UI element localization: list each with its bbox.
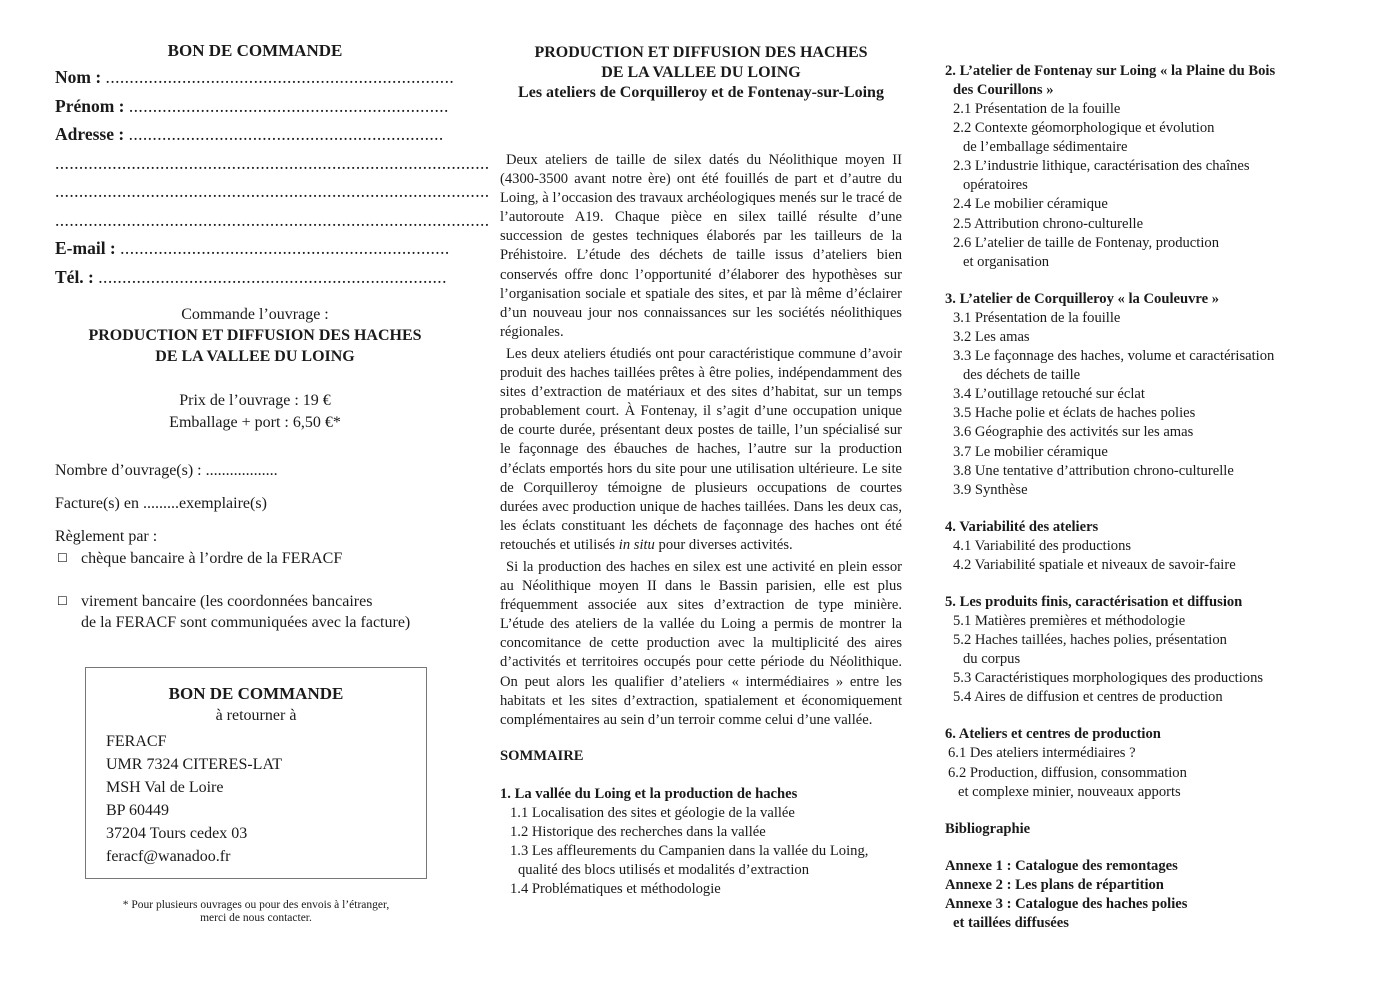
- toc-item: 4.1 Variabilité des productions: [953, 537, 1132, 554]
- main-title: PRODUCTION ET DIFFUSION DES HACHES DE LA VALLEE DU LOING Les ateliers de Corquilleroy et de Fontenay-sur-Loing: [518, 44, 884, 101]
- second-paragraph: Les deux ateliers étudiés ont pour caractéristique commune d’avoir produit des haches taillées prêtes à être polies, indépendamment des sites d’extraction de matériaux et des sites d’habitat, sur un temps probablement court. À Fontenay, il s’agit d’une occupation unique de courte durée, présentant deux postes de taille, l’un spécialisé sur le façonnage des ébauches de haches, l’autre sur la production d’éclats emportés hors du site pour une utilisation ultérieure. Le site de Corquilleroy témoigne de plusieurs occupations de courtes durées avec production unique de haches taillées. Dans les deux cas, les éclats constituant les déchets de façonnage des haches ont été retouchés et utilisés in situ pour diverses activités.: [500, 345, 902, 553]
- address-line[interactable]: ...........................................................................................: [55, 181, 490, 201]
- chapter-2-title: 2. L’atelier de Fontenay sur Loing « la Plaine du Bois des Courillons »: [945, 63, 1276, 98]
- invoice-copies-field[interactable]: Facture(s) en .........exemplaire(s): [55, 495, 267, 512]
- chapter-1-items: [500, 804, 902, 899]
- chapter-6-title: 6. Ateliers et centres de production: [945, 726, 1161, 743]
- toc-item: 1.4 Problématiques et méthodologie: [510, 881, 721, 898]
- chapter-6-items: [945, 744, 1345, 801]
- order-form-title: BON DE COMMANDE: [167, 41, 343, 60]
- book-title-line-1: PRODUCTION ET DIFFUSION DES HACHES: [88, 327, 422, 344]
- book-title-line-2: DE LA VALLEE DU LOING: [155, 348, 355, 365]
- footnote: * Pour plusieurs ouvrages ou pour des envois à l’étranger, merci de nous contacter.: [122, 899, 390, 924]
- order-form-column: [55, 0, 490, 633]
- toc-item: 5.4 Aires de diffusion et centres de production: [953, 689, 1223, 706]
- toc-item: 5.2 Haches taillées, haches polies, présentation du corpus: [953, 632, 1227, 668]
- chapter-5-items: [945, 612, 1345, 707]
- name-field[interactable]: Nom : .........................................................................: [55, 67, 455, 87]
- toc-item: 2.2 Contexte géomorphologique et évolution de l’emballage sédimentaire: [953, 120, 1215, 156]
- shipping-cost: Emballage + port : 6,50 €*: [169, 414, 341, 431]
- chapter-3-items: [945, 309, 1345, 500]
- return-box-subtitle: à retourner à: [215, 707, 297, 724]
- phone-field[interactable]: Tél. : .........................................................................: [55, 266, 447, 287]
- chapter-4-title: 4. Variabilité des ateliers: [945, 518, 1099, 535]
- payment-option-cheque[interactable]: ☐ chèque bancaire à l’ordre de la FERACF: [57, 550, 343, 567]
- first-name-field[interactable]: Prénom : ...................................................................: [55, 95, 449, 116]
- return-address: [106, 730, 426, 868]
- toc-item: 3.6 Géographie des activités sur les amas: [953, 424, 1194, 441]
- chapter-2-items: [945, 100, 1345, 272]
- toc-item: 1.2 Historique des recherches dans la vallée: [510, 823, 766, 840]
- toc-item: 6.1 Des ateliers intermédiaires ?: [948, 745, 1136, 762]
- toc-item: 2.6 L’atelier de taille de Fontenay, production et organisation: [953, 234, 1219, 270]
- address-line: FERACF: [106, 733, 167, 750]
- order-intro: Commande l’ouvrage :: [181, 306, 329, 323]
- toc-item: 3.2 Les amas: [953, 328, 1030, 345]
- table-of-contents-column: [945, 0, 1345, 933]
- chapter-5-title: 5. Les produits finis, caractérisation et diffusion: [945, 593, 1243, 610]
- payment-option-transfer[interactable]: ☐ virement bancaire (les coordonnées bancaires de la FERACF sont communiquées avec la facture): [57, 593, 411, 631]
- quantity-field[interactable]: Nombre d’ouvrage(s) : ..................: [55, 462, 278, 479]
- toc-item: 2.5 Attribution chrono-culturelle: [953, 215, 1144, 232]
- toc-item: 4.2 Variabilité spatiale et niveaux de savoir-faire: [953, 556, 1236, 573]
- address-line: BP 60449: [106, 802, 169, 819]
- toc-item: 3.9 Synthèse: [953, 481, 1028, 498]
- address-line: MSH Val de Loire: [106, 779, 224, 796]
- email-field[interactable]: E-mail : .....................................................................: [55, 238, 450, 258]
- chapter-1-title: 1. La vallée du Loing et la production de haches: [500, 785, 798, 802]
- toc-item: 3.1 Présentation de la fouille: [953, 309, 1121, 326]
- bibliography-heading: Bibliographie: [945, 820, 1031, 837]
- annex-3-continued: et taillées diffusées: [953, 914, 1069, 931]
- toc-item: 3.3 Le façonnage des haches, volume et caractérisation des déchets de taille: [953, 348, 1275, 384]
- toc-item: 1.1 Localisation des sites et géologie de la vallée: [510, 804, 795, 821]
- intro-paragraph: Deux ateliers de taille de silex datés du Néolithique moyen II (4300-3500 avant notre ère) ont été fouillés de part et d’autre du Loing, à l’occasion des travaux archéologiques menés sur le tracé de l’autoroute A19. Chaque pièce en silex taillé résulte d’une succession de gestes techniques élaborés par les tailleurs de la Préhistoire. L’étude des déchets de taille issus d’ateliers bien conservés offre donc l’opportunité d’élaborer des hypothèses sur l’organisation sociale et spatiale des sites, et par là même d’éclairer d’un nouveau jour nos connaissances sur les sociétés néolithiques régionales.: [500, 152, 902, 340]
- toc-item: 1.3 Les affleurements du Campanien dans la vallée du Loing, qualité des blocs utilisés et modalités d’extraction: [510, 843, 869, 879]
- toc-item: 3.4 L’outillage retouché sur éclat: [953, 386, 1145, 403]
- toc-item: 5.3 Caractéristiques morphologiques des productions: [953, 670, 1264, 687]
- payment-label: Règlement par :: [55, 528, 158, 545]
- checkbox-icon[interactable]: ☐: [57, 551, 68, 565]
- address-line: UMR 7324 CITERES-LAT: [106, 756, 282, 773]
- toc-item: 3.5 Hache polie et éclats de haches polies: [953, 405, 1196, 422]
- toc-item: 5.1 Matières premières et méthodologie: [953, 612, 1186, 629]
- annex-1: Annexe 1 : Catalogue des remontages: [945, 857, 1178, 874]
- email-address[interactable]: feracf@wanadoo.fr: [106, 848, 231, 865]
- annex-2: Annexe 2 : Les plans de répartition: [945, 876, 1164, 893]
- toc-item: 3.8 Une tentative d’attribution chrono-culturelle: [953, 462, 1234, 479]
- price: Prix de l’ouvrage : 19 €: [179, 392, 331, 409]
- toc-item: 2.4 Le mobilier céramique: [953, 196, 1108, 213]
- description-column: [500, 0, 902, 899]
- chapter-3-title: 3. L’atelier de Corquilleroy « la Couleuvre »: [945, 290, 1220, 307]
- summary-title: SOMMAIRE: [500, 747, 584, 764]
- toc-item: 3.7 Le mobilier céramique: [953, 443, 1108, 460]
- address-line: 37204 Tours cedex 03: [106, 825, 248, 842]
- annex-3: Annexe 3 : Catalogue des haches polies: [945, 895, 1188, 912]
- address-line[interactable]: ...........................................................................................: [55, 152, 490, 173]
- third-paragraph: Si la production des haches en silex est une activité en plein essor au Néolithique moyen II dans le Bassin parisien, elle est plus fréquemment associée aux sites d’extraction de type minière. L’étude des ateliers de la vallée du Loing a permis de montrer la concomitance de cette production avec la multiplicité des aires d’activités et territoires occupés pour cette période du Néolithique. On peut alors les qualifier d’ateliers « intermédiaires » entre les habitats et les sites d’extraction, spatialement et économiquement complémentaires au sein d’un terroir comme celui d’une vallée.: [500, 558, 902, 728]
- return-address-box: [85, 667, 427, 879]
- toc-item: 2.1 Présentation de la fouille: [953, 101, 1121, 117]
- toc-item: 2.3 L’industrie lithique, caractérisation des chaînes opératoires: [953, 158, 1250, 194]
- toc-item: 6.2 Production, diffusion, consommation et complexe minier, nouveaux apports: [948, 764, 1187, 800]
- chapter-4-items: [945, 537, 1345, 575]
- address-line[interactable]: ...........................................................................................: [55, 209, 490, 230]
- checkbox-icon[interactable]: ☐: [57, 594, 68, 608]
- return-box-title: BON DE COMMANDE: [168, 684, 344, 703]
- address-field[interactable]: Adresse : ..................................................................: [55, 124, 444, 144]
